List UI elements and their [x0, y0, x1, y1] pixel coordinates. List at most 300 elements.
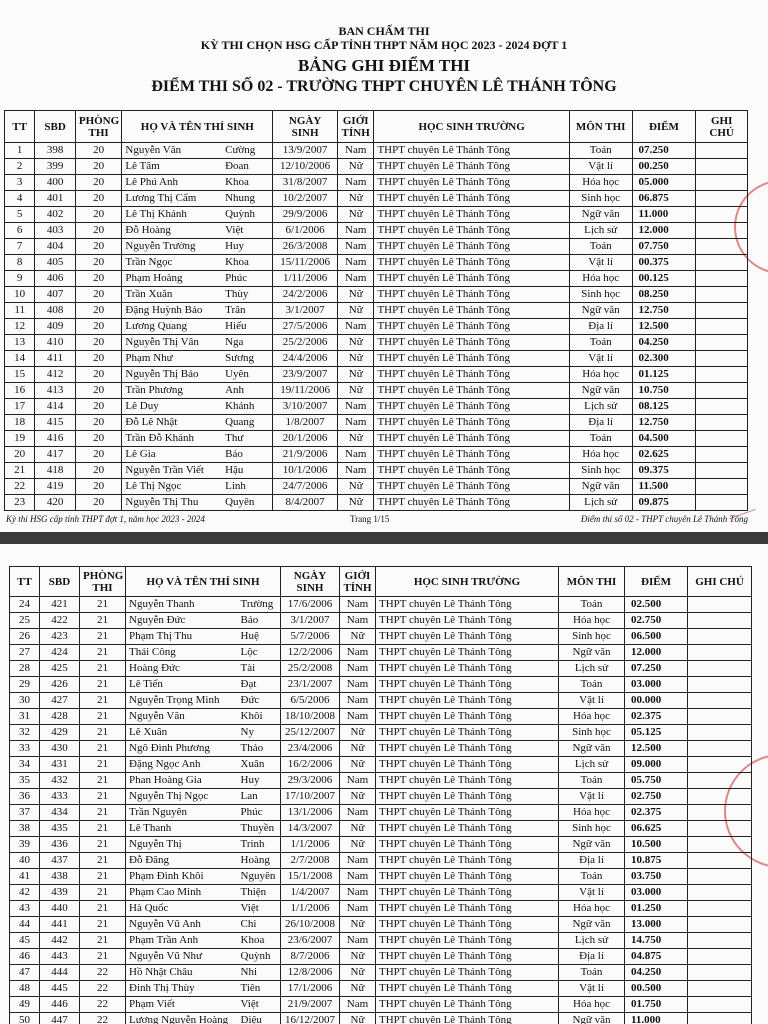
cell-sbd: 405 [35, 255, 75, 271]
table-row [5, 415, 748, 431]
cell-sbd: 444 [40, 965, 80, 981]
footer-page-number: Trang 1/15 [350, 514, 390, 524]
cell-first-name: Cường [222, 143, 273, 159]
cell-tt: 27 [10, 645, 40, 661]
cell-first-name: Hậu [222, 463, 273, 479]
table-row [10, 997, 752, 1013]
cell-sbd: 439 [40, 885, 80, 901]
table-row [10, 645, 752, 661]
cell-gender: Nam [340, 933, 376, 949]
cell-sbd: 413 [35, 383, 75, 399]
cell-gender: Nữ [340, 629, 376, 645]
cell-first-name: Bảo [222, 447, 273, 463]
cell-gender: Nữ [340, 981, 376, 997]
cell-note [688, 965, 752, 981]
cell-dob: 20/1/2006 [273, 431, 338, 447]
cell-score: 02.375 [625, 709, 688, 725]
cell-gender: Nữ [338, 303, 374, 319]
cell-first-name: Lan [238, 789, 281, 805]
cell-room: 21 [80, 597, 126, 613]
table-row [10, 981, 752, 997]
cell-school: THPT chuyên Lê Thánh Tông [376, 869, 559, 885]
cell-room: 20 [75, 271, 122, 287]
cell-tt: 37 [10, 805, 40, 821]
cell-last-name: Đặng Ngọc Anh [126, 757, 238, 773]
cell-score: 02.300 [632, 351, 696, 367]
cell-note [696, 447, 748, 463]
cell-school: THPT chuyên Lê Thánh Tông [376, 693, 559, 709]
cell-first-name: Linh [222, 479, 273, 495]
cell-last-name: Phạm Viết [126, 997, 238, 1013]
cell-tt: 49 [10, 997, 40, 1013]
cell-score: 01.250 [625, 901, 688, 917]
cell-sbd: 414 [35, 399, 75, 415]
cell-last-name: Phạm Thị Thu [126, 629, 238, 645]
cell-last-name: Lương Quang [122, 319, 222, 335]
cell-room: 21 [80, 901, 126, 917]
cell-last-name: Nguyễn Thị Ngọc [126, 789, 238, 805]
cell-first-name: Thảo [238, 741, 281, 757]
cell-last-name: Nguyễn Thị Thu [122, 495, 222, 511]
table-row [5, 303, 748, 319]
cell-subject: Vật lí [559, 789, 625, 805]
cell-note [688, 853, 752, 869]
cell-dob: 27/5/2006 [273, 319, 338, 335]
cell-note [696, 191, 748, 207]
cell-room: 20 [75, 431, 122, 447]
table-row [10, 837, 752, 853]
cell-dob: 1/8/2007 [273, 415, 338, 431]
cell-gender: Nam [338, 223, 374, 239]
cell-first-name: Khoa [238, 933, 281, 949]
table-row [5, 383, 748, 399]
cell-school: THPT chuyên Lê Thánh Tông [374, 223, 569, 239]
cell-note [688, 869, 752, 885]
cell-first-name: Khôi [238, 709, 281, 725]
cell-last-name: Trần Nguyên [126, 805, 238, 821]
cell-first-name: Hoàng [238, 853, 281, 869]
cell-dob: 23/6/2007 [281, 933, 340, 949]
col-header-room: PHÒNG THI [80, 567, 126, 597]
cell-subject: Ngữ văn [559, 917, 625, 933]
cell-tt: 15 [5, 367, 35, 383]
table-row [10, 613, 752, 629]
cell-note [688, 677, 752, 693]
cell-note [696, 415, 748, 431]
cell-score: 01.125 [632, 367, 696, 383]
cell-dob: 23/9/2007 [273, 367, 338, 383]
cell-dob: 25/12/2007 [281, 725, 340, 741]
cell-tt: 6 [5, 223, 35, 239]
cell-dob: 1/11/2006 [273, 271, 338, 287]
cell-score: 12.500 [632, 319, 696, 335]
cell-subject: Vật lí [569, 351, 632, 367]
cell-subject: Ngữ văn [569, 303, 632, 319]
cell-school: THPT chuyên Lê Thánh Tông [376, 613, 559, 629]
cell-dob: 1/4/2007 [281, 885, 340, 901]
cell-first-name: Sương [222, 351, 273, 367]
cell-room: 20 [75, 159, 122, 175]
cell-dob: 17/10/2007 [281, 789, 340, 805]
cell-subject: Hóa học [559, 805, 625, 821]
cell-note [688, 709, 752, 725]
cell-room: 20 [75, 319, 122, 335]
cell-subject: Hóa học [559, 613, 625, 629]
table-row [5, 159, 748, 175]
cell-tt: 45 [10, 933, 40, 949]
cell-score: 05.750 [625, 773, 688, 789]
cell-subject: Vật lí [569, 159, 632, 175]
cell-score: 04.875 [625, 949, 688, 965]
cell-last-name: Đỗ Lê Nhật [122, 415, 222, 431]
cell-sbd: 406 [35, 271, 75, 287]
cell-score: 03.000 [625, 885, 688, 901]
cell-gender: Nữ [338, 207, 374, 223]
cell-tt: 14 [5, 351, 35, 367]
col-header-name: HỌ VÀ TÊN THÍ SINH [126, 567, 281, 597]
cell-room: 20 [75, 383, 122, 399]
cell-subject: Hóa học [569, 367, 632, 383]
cell-first-name: Xuân [238, 757, 281, 773]
cell-dob: 17/1/2006 [281, 981, 340, 997]
cell-school: THPT chuyên Lê Thánh Tông [376, 725, 559, 741]
cell-tt: 31 [10, 709, 40, 725]
cell-tt: 12 [5, 319, 35, 335]
cell-tt: 23 [5, 495, 35, 511]
cell-dob: 26/3/2008 [273, 239, 338, 255]
cell-first-name: Khoa [222, 255, 273, 271]
cell-subject: Hóa học [559, 997, 625, 1013]
cell-room: 20 [75, 287, 122, 303]
cell-last-name: Nguyễn Thị Bảo [122, 367, 222, 383]
cell-sbd: 428 [40, 709, 80, 725]
cell-tt: 17 [5, 399, 35, 415]
cell-note [696, 319, 748, 335]
col-header-subject: MÔN THI [569, 111, 632, 143]
table-row [10, 965, 752, 981]
cell-score: 11.000 [632, 207, 696, 223]
cell-subject: Ngữ văn [559, 741, 625, 757]
cell-gender: Nữ [338, 495, 374, 511]
table-row [10, 677, 752, 693]
cell-room: 20 [75, 191, 122, 207]
cell-dob: 10/2/2007 [273, 191, 338, 207]
score-sheet-page-2 [0, 544, 768, 1024]
cell-last-name: Hồ Nhật Châu [126, 965, 238, 981]
cell-dob: 29/9/2006 [273, 207, 338, 223]
cell-room: 20 [75, 463, 122, 479]
cell-tt: 9 [5, 271, 35, 287]
cell-dob: 12/8/2006 [281, 965, 340, 981]
cell-score: 00.500 [625, 981, 688, 997]
cell-subject: Hóa học [569, 175, 632, 191]
cell-score: 12.750 [632, 303, 696, 319]
cell-last-name: Đỗ Hoàng [122, 223, 222, 239]
cell-room: 20 [75, 367, 122, 383]
cell-score: 11.500 [632, 479, 696, 495]
cell-school: THPT chuyên Lê Thánh Tông [376, 1013, 559, 1024]
cell-gender: Nữ [338, 287, 374, 303]
cell-first-name: Thùy [222, 287, 273, 303]
cell-dob: 13/9/2007 [273, 143, 338, 159]
cell-note [696, 399, 748, 415]
cell-gender: Nữ [338, 191, 374, 207]
cell-score: 04.250 [632, 335, 696, 351]
cell-dob: 2/7/2008 [281, 853, 340, 869]
cell-school: THPT chuyên Lê Thánh Tông [374, 415, 569, 431]
cell-note [696, 287, 748, 303]
cell-last-name: Lê Gia [122, 447, 222, 463]
table-row [10, 901, 752, 917]
col-header-school: HỌC SINH TRƯỜNG [374, 111, 569, 143]
cell-sbd: 403 [35, 223, 75, 239]
col-header-room: PHÒNG THI [75, 111, 122, 143]
cell-score: 01.750 [625, 997, 688, 1013]
cell-last-name: Trần Đỗ Khánh [122, 431, 222, 447]
cell-room: 20 [75, 303, 122, 319]
cell-subject: Hóa học [569, 271, 632, 287]
cell-sbd: 438 [40, 869, 80, 885]
cell-first-name: Việt [238, 901, 281, 917]
cell-subject: Toán [569, 239, 632, 255]
cell-school: THPT chuyên Lê Thánh Tông [376, 597, 559, 613]
cell-tt: 40 [10, 853, 40, 869]
cell-last-name: Phạm Trần Anh [126, 933, 238, 949]
cell-room: 21 [80, 933, 126, 949]
cell-note [696, 175, 748, 191]
cell-dob: 23/1/2007 [281, 677, 340, 693]
cell-first-name: Phúc [222, 271, 273, 287]
cell-note [696, 207, 748, 223]
cell-room: 21 [80, 853, 126, 869]
cell-room: 20 [75, 255, 122, 271]
cell-dob: 5/7/2006 [281, 629, 340, 645]
cell-score: 07.250 [632, 143, 696, 159]
cell-dob: 25/2/2008 [281, 661, 340, 677]
cell-dob: 26/10/2008 [281, 917, 340, 933]
cell-note [696, 239, 748, 255]
cell-last-name: Lê Phú Anh [122, 175, 222, 191]
cell-tt: 34 [10, 757, 40, 773]
col-header-note: GHI CHÚ [696, 111, 748, 143]
table-row [10, 757, 752, 773]
col-header-dob: NGÀY SINH [281, 567, 340, 597]
cell-first-name: Tiên [238, 981, 281, 997]
cell-room: 21 [80, 629, 126, 645]
cell-tt: 24 [10, 597, 40, 613]
cell-sbd: 427 [40, 693, 80, 709]
cell-note [696, 159, 748, 175]
cell-score: 00.250 [632, 159, 696, 175]
cell-last-name: Thái Công [126, 645, 238, 661]
cell-room: 21 [80, 821, 126, 837]
cell-last-name: Đỗ Đăng [126, 853, 238, 869]
cell-tt: 10 [5, 287, 35, 303]
cell-gender: Nam [338, 415, 374, 431]
cell-score: 06.625 [625, 821, 688, 837]
cell-school: THPT chuyên Lê Thánh Tông [374, 335, 569, 351]
cell-gender: Nữ [338, 159, 374, 175]
cell-score: 12.750 [632, 415, 696, 431]
cell-note [696, 255, 748, 271]
cell-gender: Nữ [338, 367, 374, 383]
cell-school: THPT chuyên Lê Thánh Tông [376, 741, 559, 757]
cell-school: THPT chuyên Lê Thánh Tông [374, 399, 569, 415]
cell-room: 21 [80, 869, 126, 885]
cell-subject: Sinh học [559, 629, 625, 645]
cell-subject: Toán [559, 869, 625, 885]
cell-room: 21 [80, 709, 126, 725]
cell-gender: Nam [338, 399, 374, 415]
cell-tt: 25 [10, 613, 40, 629]
cell-gender: Nam [340, 693, 376, 709]
cell-score: 07.250 [625, 661, 688, 677]
cell-note [688, 661, 752, 677]
cell-subject: Sinh học [559, 821, 625, 837]
cell-school: THPT chuyên Lê Thánh Tông [374, 287, 569, 303]
cell-first-name: Huệ [238, 629, 281, 645]
cell-sbd: 425 [40, 661, 80, 677]
cell-note [696, 303, 748, 319]
cell-gender: Nữ [338, 431, 374, 447]
cell-dob: 8/7/2006 [281, 949, 340, 965]
cell-school: THPT chuyên Lê Thánh Tông [376, 773, 559, 789]
cell-room: 20 [75, 239, 122, 255]
cell-tt: 8 [5, 255, 35, 271]
cell-last-name: Nguyễn Thị Vân [122, 335, 222, 351]
cell-sbd: 424 [40, 645, 80, 661]
cell-gender: Nam [340, 853, 376, 869]
cell-first-name: Quỳnh [222, 207, 273, 223]
cell-gender: Nam [338, 175, 374, 191]
cell-room: 22 [80, 1013, 126, 1024]
cell-first-name: Đạt [238, 677, 281, 693]
table-row [10, 597, 752, 613]
table-row [5, 271, 748, 287]
cell-school: THPT chuyên Lê Thánh Tông [376, 997, 559, 1013]
cell-sbd: 437 [40, 853, 80, 869]
col-header-school: HỌC SINH TRƯỜNG [376, 567, 559, 597]
cell-school: THPT chuyên Lê Thánh Tông [374, 367, 569, 383]
cell-gender: Nam [340, 661, 376, 677]
cell-school: THPT chuyên Lê Thánh Tông [376, 821, 559, 837]
cell-last-name: Nguyễn Trần Viết [122, 463, 222, 479]
cell-last-name: Trần Xuân [122, 287, 222, 303]
cell-first-name: Khoa [222, 175, 273, 191]
cell-room: 22 [80, 981, 126, 997]
col-header-gender: GIỚI TÍNH [340, 567, 376, 597]
cell-sbd: 436 [40, 837, 80, 853]
cell-last-name: Trần Ngọc [122, 255, 222, 271]
table-row [5, 367, 748, 383]
cell-last-name: Nguyễn Vũ Anh [126, 917, 238, 933]
cell-school: THPT chuyên Lê Thánh Tông [374, 447, 569, 463]
cell-score: 08.250 [632, 287, 696, 303]
cell-note [688, 933, 752, 949]
table-row [10, 949, 752, 965]
cell-sbd: 443 [40, 949, 80, 965]
cell-sbd: 420 [35, 495, 75, 511]
exam-name: KỲ THI CHỌN HSG CẤP TỈNH THPT NĂM HỌC 2023 - 2024 ĐỢT 1 [200, 38, 568, 52]
cell-room: 21 [80, 613, 126, 629]
cell-dob: 21/9/2007 [281, 997, 340, 1013]
cell-dob: 12/10/2006 [273, 159, 338, 175]
cell-sbd: 408 [35, 303, 75, 319]
table-row [10, 885, 752, 901]
cell-first-name: Nhung [222, 191, 273, 207]
cell-score: 00.375 [632, 255, 696, 271]
cell-sbd: 435 [40, 821, 80, 837]
cell-gender: Nam [338, 143, 374, 159]
cell-last-name: Lê Thị Ngọc [122, 479, 222, 495]
cell-last-name: Nguyễn Thanh [126, 597, 238, 613]
cell-note [688, 773, 752, 789]
cell-room: 20 [75, 495, 122, 511]
cell-school: THPT chuyên Lê Thánh Tông [374, 239, 569, 255]
cell-gender: Nam [340, 645, 376, 661]
cell-note [688, 613, 752, 629]
cell-dob: 12/2/2006 [281, 645, 340, 661]
cell-first-name: Thuyền [238, 821, 281, 837]
cell-score: 06.875 [632, 191, 696, 207]
cell-subject: Toán [569, 143, 632, 159]
cell-gender: Nam [340, 805, 376, 821]
cell-score: 13.000 [625, 917, 688, 933]
cell-school: THPT chuyên Lê Thánh Tông [376, 981, 559, 997]
table-header-row [10, 567, 752, 597]
cell-dob: 21/9/2006 [273, 447, 338, 463]
cell-gender: Nữ [340, 949, 376, 965]
table-row [10, 773, 752, 789]
cell-note [688, 821, 752, 837]
cell-school: THPT chuyên Lê Thánh Tông [374, 175, 569, 191]
document-subtitle: ĐIỂM THI SỐ 02 - TRƯỜNG THPT CHUYÊN LÊ THÁNH TÔNG [151, 78, 617, 95]
cell-gender: Nữ [340, 837, 376, 853]
cell-subject: Toán [559, 597, 625, 613]
cell-subject: Hóa học [559, 901, 625, 917]
cell-last-name: Phạm Như [122, 351, 222, 367]
cell-sbd: 422 [40, 613, 80, 629]
cell-gender: Nam [340, 901, 376, 917]
cell-school: THPT chuyên Lê Thánh Tông [374, 271, 569, 287]
cell-room: 21 [80, 725, 126, 741]
cell-subject: Toán [569, 431, 632, 447]
cell-subject: Lịch sử [559, 661, 625, 677]
cell-note [696, 223, 748, 239]
score-table-page-2 [9, 566, 752, 1024]
cell-room: 20 [75, 175, 122, 191]
cell-tt: 35 [10, 773, 40, 789]
cell-room: 21 [80, 677, 126, 693]
cell-school: THPT chuyên Lê Thánh Tông [374, 207, 569, 223]
cell-sbd: 426 [40, 677, 80, 693]
cell-subject: Vật lí [559, 885, 625, 901]
col-header-gender: GIỚI TÍNH [338, 111, 374, 143]
cell-last-name: Trần Phương [122, 383, 222, 399]
cell-note [696, 367, 748, 383]
cell-sbd: 432 [40, 773, 80, 789]
cell-note [696, 271, 748, 287]
cell-dob: 6/5/2006 [281, 693, 340, 709]
cell-gender: Nữ [340, 821, 376, 837]
cell-first-name: Quang [222, 415, 273, 431]
cell-subject: Địa lí [559, 949, 625, 965]
cell-sbd: 442 [40, 933, 80, 949]
cell-first-name: Trinh [238, 837, 281, 853]
cell-score: 07.750 [632, 239, 696, 255]
cell-score: 10.750 [632, 383, 696, 399]
cell-note [688, 741, 752, 757]
